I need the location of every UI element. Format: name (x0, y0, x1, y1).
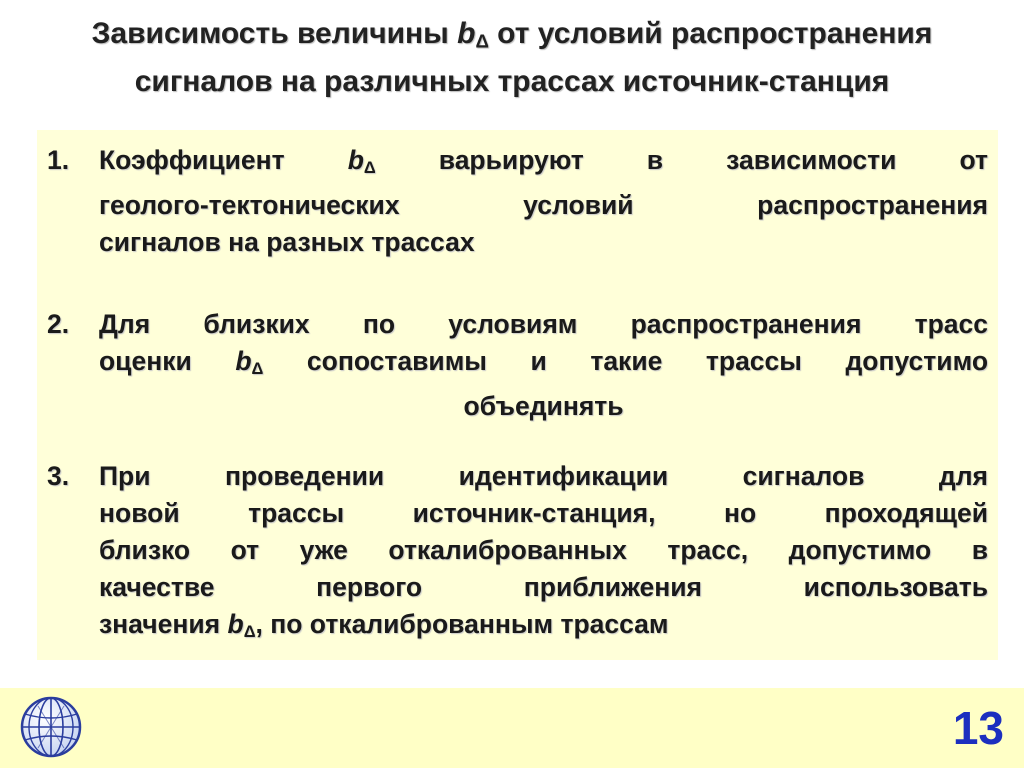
list-item (47, 142, 988, 261)
slide-title-line-2: сигналов на различных трассах источник-станция (134, 64, 890, 98)
title-subscript: Δ (475, 30, 489, 52)
slide-title (20, 14, 1004, 102)
text-fragment: значения (99, 609, 228, 639)
list-item-number: 3. (47, 461, 70, 491)
symbol-subscript: Δ (251, 360, 264, 379)
list-item-number: 1. (47, 145, 70, 175)
symbol-subscript: Δ (243, 623, 256, 642)
text-fragment: Коэффициент (99, 145, 348, 175)
text-line: При проведении идентификации сигналов для (99, 461, 988, 491)
text-fragment: сопоставимы и такие трассы допустимо (263, 346, 989, 376)
text-fragment: варьируют в зависимости от (375, 145, 988, 175)
text-line: объединять (463, 391, 624, 422)
content-panel (37, 130, 998, 660)
list-item-text (99, 142, 988, 261)
text-line: сигналов на разных трассах (99, 227, 475, 258)
text-fragment: , по откалиброванным трассам (255, 609, 669, 639)
list-item-text (99, 306, 988, 425)
text-fragment: оценки (99, 346, 236, 376)
symbol-b: b (227, 609, 244, 639)
text-line: новой трассы источник-станция, но проходящей (99, 498, 988, 528)
globe-icon (18, 694, 84, 760)
symbol-b: b (347, 145, 364, 175)
text-line (99, 343, 988, 388)
title-text: от условий распространения (488, 17, 933, 50)
symbol-b: b (235, 346, 252, 376)
title-symbol: b (457, 17, 476, 50)
text-line: качестве первого приближения использовать (99, 572, 988, 602)
page-number: 13 (952, 702, 1004, 754)
list-item (47, 306, 988, 425)
text-line (99, 606, 988, 651)
title-text: Зависимость величины (91, 17, 458, 50)
slide-title-line-1 (20, 14, 1004, 62)
text-line: Для близких по условиям распространения трасс (99, 309, 988, 339)
text-line: геолого-тектонических условий распространения (99, 190, 988, 221)
footer-bar (0, 688, 1024, 768)
list-item-text (99, 458, 988, 651)
text-line (99, 142, 988, 187)
list-item-number: 2. (47, 309, 70, 339)
symbol-subscript: Δ (363, 159, 376, 178)
list-item (47, 458, 988, 651)
text-line: близко от уже откалиброванных трасс, допустимо в (99, 535, 988, 565)
